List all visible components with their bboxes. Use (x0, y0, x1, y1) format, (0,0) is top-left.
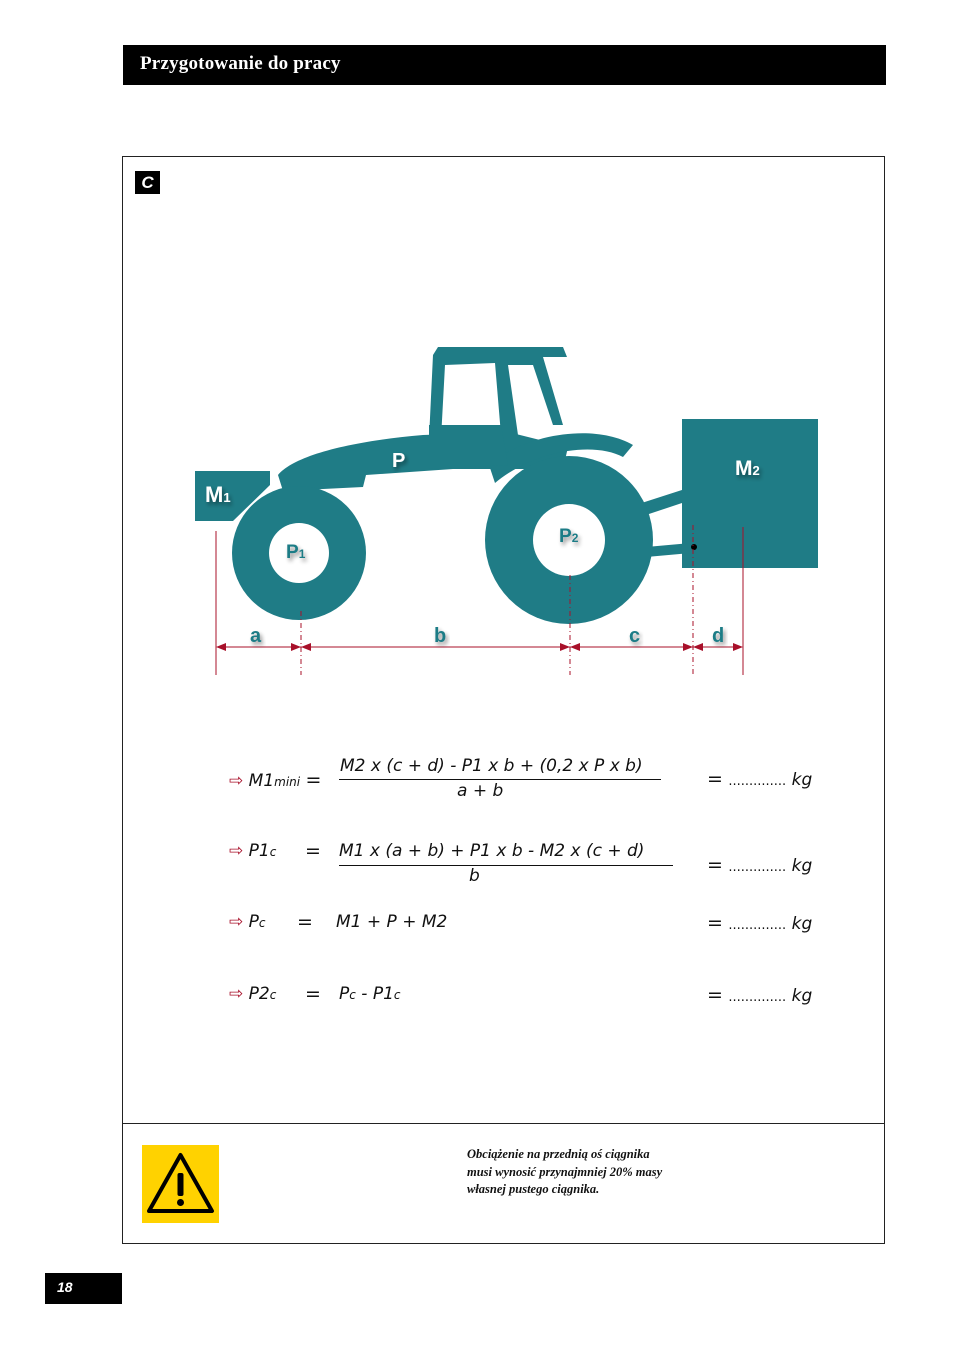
formula-denominator: a + b (457, 781, 504, 801)
formula-lhs: P2 (248, 984, 270, 1004)
formula-eq: = (305, 769, 322, 791)
fraction-line (339, 865, 673, 866)
header-bar (123, 45, 886, 85)
figure-frame (122, 156, 885, 1244)
formula-lhs: M1 (248, 771, 275, 791)
formula-lhs-sub: c (258, 916, 266, 930)
formula-expression: Pc - P1c (339, 984, 401, 1004)
dim-label-b: b (434, 625, 447, 647)
header-title: Przygotowanie do pracy (140, 53, 341, 74)
section-divider (123, 1123, 884, 1124)
linkage-pivot-dot (691, 544, 697, 550)
arrow-icon: ⇨ (229, 771, 244, 791)
formula-expression: M1 + P + M2 (336, 912, 448, 932)
label-m1: M1 (205, 482, 231, 507)
cab-body (429, 425, 508, 469)
formula-result: = .............. kg (707, 912, 813, 934)
formula-lhs: P1 (248, 841, 270, 861)
formula-lhs-sub: c (269, 845, 277, 859)
arrow-icon: ⇨ (229, 984, 244, 1004)
formula-result: = .............. kg (707, 984, 813, 1006)
formula-lhs: P (248, 912, 259, 932)
formula-eq: = (305, 983, 321, 1005)
label-p: P (392, 450, 406, 472)
formula-denominator: b (469, 866, 480, 886)
formula-numerator: M2 x (c + d) - P1 x b + (0,2 x P x b) (340, 756, 643, 776)
page-number-bar (45, 1273, 122, 1304)
rear-weight-m2 (682, 419, 818, 568)
label-m2: M2 (735, 457, 760, 480)
formula-eq: = (305, 840, 321, 862)
figure-letter-badge: C (135, 171, 160, 194)
arrow-icon: ⇨ (229, 841, 244, 861)
formula-result: = .............. kg (707, 768, 813, 790)
warning-text: Obciążenie na przednią oś ciągnika musi wynosić przynajmniej 20% masy własnej pustego ciągnika. (467, 1147, 663, 1196)
arrow-icon: ⇨ (229, 912, 244, 932)
dim-label-c: c (629, 625, 641, 647)
formula-eq: = (297, 911, 313, 933)
dim-label-d: d (712, 625, 725, 647)
label-p1: P1 (286, 542, 306, 563)
fraction-line (339, 779, 661, 780)
formula-result: = .............. kg (707, 854, 813, 876)
dim-label-a: a (250, 625, 262, 647)
formula-lhs-sub: c (269, 988, 277, 1002)
page-number: 18 (57, 1279, 73, 1295)
warning-triangle-icon (142, 1145, 219, 1223)
label-p2: P2 (559, 526, 579, 547)
tractor-diagram (123, 157, 884, 717)
formula-lhs-sub: mini (274, 775, 301, 789)
formula-numerator: M1 x (a + b) + P1 x b - M2 x (c + d) (339, 841, 645, 861)
